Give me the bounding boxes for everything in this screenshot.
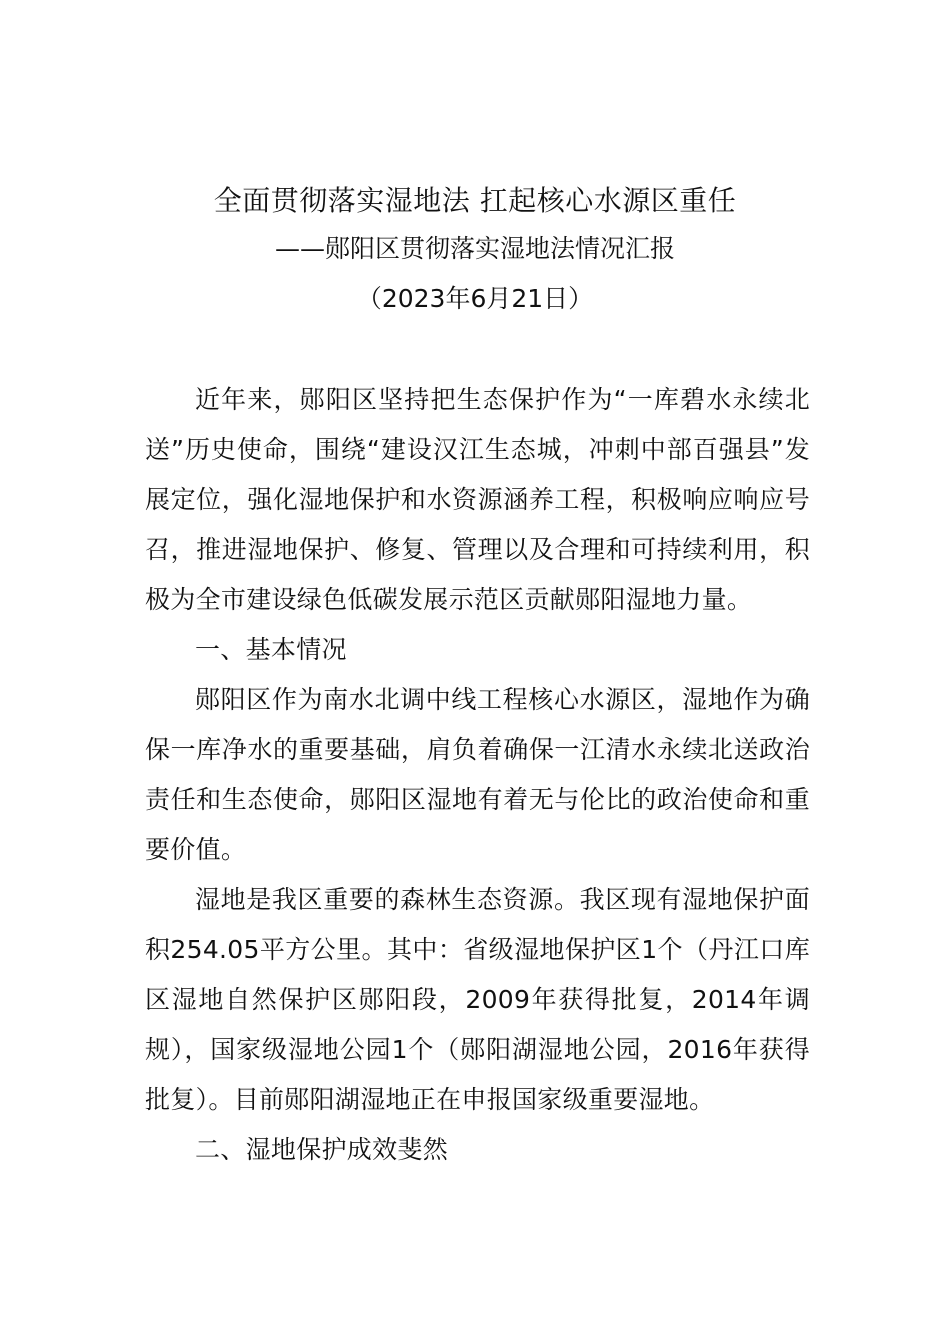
document-title: 全面贯彻落实湿地法 扛起核心水源区重任	[213, 184, 737, 217]
section-heading-basic-situation: 一、基本情况	[195, 635, 347, 664]
title-block	[0, 178, 950, 324]
paragraph-wetland-resources: 湿地是我区重要的森林生态资源。我区现有湿地保护面积254.05平方公里。其中：省级湿地保护区1个（丹江口库区湿地自然保护区郧阳段，2009年获得批复，2014年调规），国家级湿地公园1个（郧阳湖湿地公园，2016年获得批复）。目前郧阳湖湿地正在申报国家级重要湿地。	[145, 885, 810, 1114]
section-heading-protection-results: 二、湿地保护成效斐然	[195, 1135, 449, 1164]
document-subtitle: ——郧阳区贯彻落实湿地法情况汇报	[274, 234, 675, 263]
paragraph-water-source: 郧阳区作为南水北调中线工程核心水源区，湿地作为确保一库净水的重要基础，肩负着确保一江清水永续北送政治责任和生态使命，郧阳区湿地有着无与伦比的政治使命和重要价值。	[145, 685, 810, 864]
intro-paragraph: 近年来，郧阳区坚持把生态保护作为“一库碧水永续北送”历史使命，围绕“建设汉江生态城，冲刺中部百强县”发展定位，强化湿地保护和水资源涵养工程，积极响应响应号召，推进湿地保护、修复、管理以及合理和可持续利用，积极为全市建设绿色低碳发展示范区贡献郧阳湿地力量。	[145, 385, 810, 614]
document-body	[145, 375, 810, 1175]
document-date: （2023年6月21日）	[356, 284, 594, 313]
